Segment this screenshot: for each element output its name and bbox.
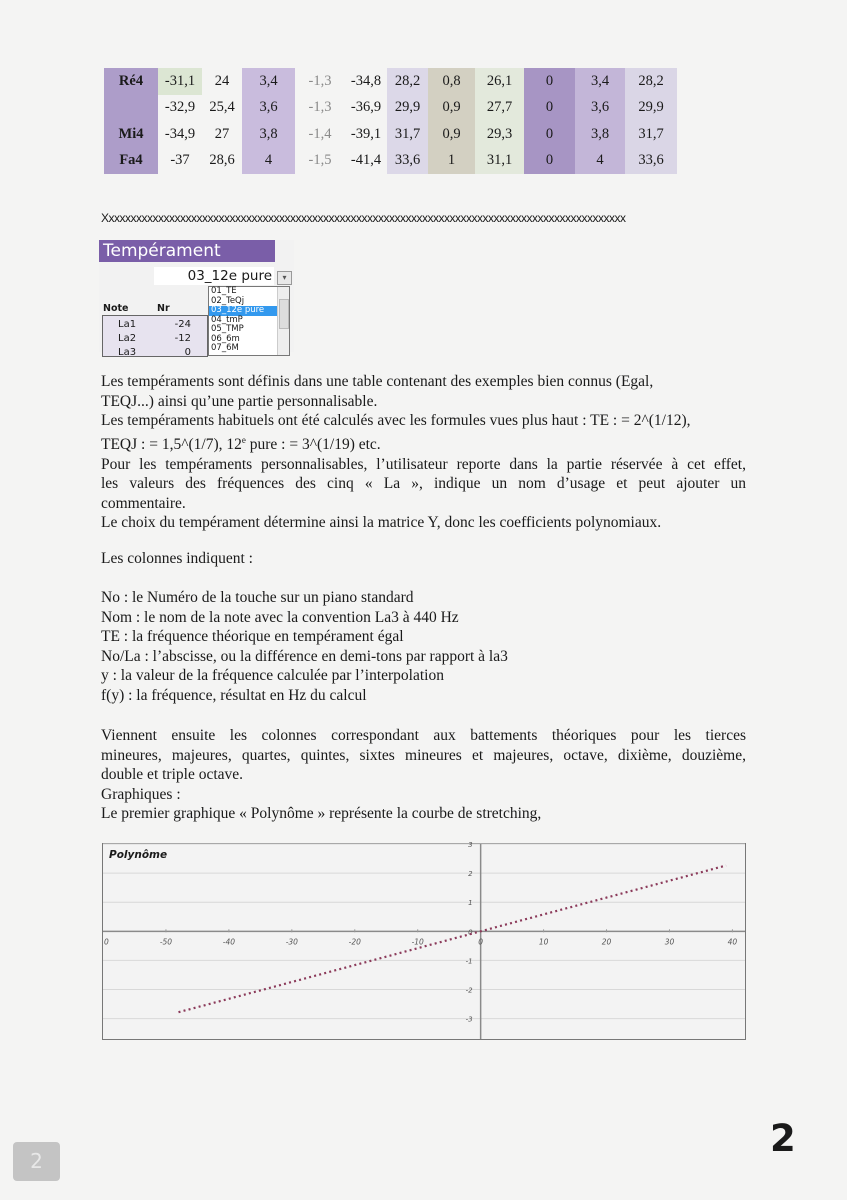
text-line: Le choix du tempérament détermine ainsi la matrice Y, donc les coefficients polynomiaux. bbox=[101, 514, 662, 532]
text-line: commentaire. bbox=[101, 494, 186, 512]
temperament-option[interactable]: 02_TeQj bbox=[211, 295, 245, 306]
table-cell: -32,9 bbox=[164, 99, 196, 116]
nr-header: Nr bbox=[157, 303, 170, 314]
table-cell: -1,3 bbox=[308, 72, 332, 89]
temperament-option[interactable]: 01_TE bbox=[211, 286, 237, 296]
table-cell: 0,9 bbox=[428, 121, 475, 148]
y-tick-label: -2 bbox=[465, 986, 473, 995]
table-cell: 0 bbox=[524, 68, 575, 95]
x-tick-label: 30 bbox=[664, 937, 675, 947]
y-tick-label: -1 bbox=[465, 957, 473, 966]
temperament-option[interactable]: 03_12e pure bbox=[209, 306, 289, 316]
y-tick-label: -3 bbox=[465, 1015, 473, 1024]
table-cell: 0 bbox=[524, 95, 575, 122]
note-name-cell: Ré4 bbox=[104, 68, 158, 95]
table-cell: 26,1 bbox=[475, 68, 524, 95]
column-description: Nom : le nom de la note avec la convention La3 à 440 Hz bbox=[101, 608, 459, 626]
column-description: TE : la fréquence théorique en tempérament égal bbox=[101, 628, 404, 646]
column-description: f(y) : la fréquence, résultat en Hz du calcul bbox=[101, 686, 367, 704]
nr-cell: 0 bbox=[184, 347, 191, 358]
temperament-option[interactable]: 04_tmP bbox=[211, 314, 243, 325]
table-cell: 1 bbox=[428, 148, 475, 175]
x-tick-label: -20 bbox=[348, 937, 361, 947]
column-description: No : le Numéro de la touche sur un piano standard bbox=[101, 589, 414, 606]
separator-line: Xxxxxxxxxxxxxxxxxxxxxxxxxxxxxxxxxxxxxxxxxxxxxxxxxxxxxxxxxxxxxxxxxxxxxxxxxxxxxxxxxxxxxxxxxxxxxxx bbox=[101, 211, 626, 225]
table-cell: 29,3 bbox=[475, 121, 524, 148]
text-line: TEQJ...) ainsi qu’une partie personnalisable. bbox=[101, 392, 378, 410]
x-tick-label: -30 bbox=[285, 937, 298, 947]
x-tick-label: 0 bbox=[478, 937, 484, 947]
note-cell: La1 bbox=[118, 319, 137, 330]
table-cell: -39,1 bbox=[350, 125, 382, 142]
table-cell: 24 bbox=[214, 72, 230, 89]
table-cell: 3,4 bbox=[575, 68, 625, 95]
chart-canvas bbox=[103, 841, 745, 1039]
table-row bbox=[104, 68, 677, 95]
table-cell: 28,2 bbox=[387, 68, 428, 95]
table-cell: 31,1 bbox=[475, 148, 524, 175]
paragraph-beats bbox=[101, 726, 746, 824]
text-line: Les tempéraments sont définis dans une table contenant des exemples bien connus (Egal, bbox=[101, 373, 654, 390]
table-cell: 3,8 bbox=[575, 121, 625, 148]
table-cell: 0 bbox=[524, 148, 575, 175]
x-tick-label: 40 bbox=[727, 937, 738, 947]
table-cell: -1,3 bbox=[308, 99, 332, 116]
note-cell: La3 bbox=[118, 347, 137, 358]
column-description: No/La : l’abscisse, ou la différence en demi-tons par rapport à la3 bbox=[101, 647, 508, 665]
scrollbar-thumb[interactable] bbox=[279, 299, 289, 329]
table-cell: 3,4 bbox=[242, 68, 295, 95]
table-cell: 3,8 bbox=[242, 121, 295, 148]
temperament-select[interactable]: 03_12e pure bbox=[154, 267, 274, 285]
note-row bbox=[103, 333, 207, 346]
temperament-option[interactable]: 05_TMP bbox=[211, 324, 244, 334]
x-tick-label: 20 bbox=[601, 937, 612, 947]
text-line: Graphiques : bbox=[101, 785, 181, 803]
dropdown-arrow-icon[interactable]: ▾ bbox=[277, 271, 292, 285]
y-tick-label: 1 bbox=[468, 899, 473, 908]
note-row bbox=[103, 347, 207, 360]
table-cell: -36,9 bbox=[350, 99, 382, 116]
note-name-cell: Fa4 bbox=[104, 148, 158, 175]
table-cell: 3,6 bbox=[242, 95, 295, 122]
note-row bbox=[103, 319, 207, 332]
y-tick-label: 2 bbox=[468, 870, 473, 879]
table-cell: 33,6 bbox=[387, 148, 428, 175]
table-cell: -34,8 bbox=[350, 72, 382, 89]
table-cell: 27,7 bbox=[475, 95, 524, 122]
chart-title: Polynôme bbox=[109, 849, 168, 861]
note-name-cell bbox=[104, 95, 158, 122]
table-row bbox=[104, 121, 677, 148]
table-cell: 31,7 bbox=[387, 121, 428, 148]
table-cell: -1,4 bbox=[308, 125, 332, 142]
series-line bbox=[179, 866, 727, 1013]
text-line: Le premier graphique « Polynôme » représente la courbe de stretching, bbox=[101, 805, 542, 823]
note-grid bbox=[102, 315, 208, 357]
page-number: 2 bbox=[770, 1117, 796, 1160]
table-cell: 27 bbox=[214, 125, 230, 142]
text-line: les valeurs des fréquences des cinq « La », indique un nom d’usage et peut ajouter un bbox=[101, 475, 746, 493]
table-cell: 0 bbox=[524, 121, 575, 148]
y-tick-label: 0 bbox=[468, 928, 473, 937]
note-header: Note bbox=[103, 303, 129, 314]
table-cell: -31,1 bbox=[158, 68, 202, 95]
temperament-widget bbox=[99, 240, 294, 358]
table-cell: -37 bbox=[170, 152, 190, 169]
table-cell: 33,6 bbox=[625, 148, 677, 175]
text-line: double et triple octave. bbox=[101, 766, 244, 784]
superscript: e bbox=[241, 434, 246, 445]
note-cell: La2 bbox=[118, 333, 137, 344]
temperament-title: Tempérament bbox=[99, 240, 275, 262]
table-cell: -1,5 bbox=[308, 152, 332, 169]
table-cell: 28,6 bbox=[209, 152, 235, 169]
table-cell: 31,7 bbox=[625, 121, 677, 148]
table-cell: 25,4 bbox=[209, 99, 235, 116]
table-cell: -41,4 bbox=[350, 152, 382, 169]
table-cell: 4 bbox=[242, 148, 295, 175]
table-cell: 0,9 bbox=[428, 95, 475, 122]
text-line: mineures, majeures, quartes, quintes, sixtes mineures et majeures, octave, dixième, douzième, bbox=[101, 746, 746, 764]
columns-list bbox=[101, 588, 746, 706]
list-scrollbar[interactable] bbox=[277, 287, 289, 355]
table-cell: 29,9 bbox=[387, 95, 428, 122]
x-tick-label: -40 bbox=[222, 937, 236, 947]
y-tick-label: 3 bbox=[468, 841, 473, 849]
x-tick-label: -50 bbox=[159, 937, 173, 947]
polynome-chart bbox=[102, 843, 746, 1040]
text-line: Les tempéraments habituels ont été calculés avec les formules vues plus haut : TE : = 2^(1/12), bbox=[101, 412, 691, 430]
note-name-cell: Mi4 bbox=[104, 121, 158, 148]
temperament-options-list[interactable] bbox=[208, 286, 290, 356]
formula-text: pure : = 3^(1/19) etc. bbox=[245, 435, 381, 453]
table-row bbox=[104, 148, 677, 175]
column-description: y : la valeur de la fréquence calculée par l’interpolation bbox=[101, 667, 444, 685]
nr-cell: -12 bbox=[174, 333, 191, 344]
x-tick-label: -10 bbox=[411, 937, 424, 947]
table-cell: 4 bbox=[575, 148, 625, 175]
paragraph-definitions bbox=[101, 372, 746, 533]
columns-intro: Les colonnes indiquent : bbox=[101, 550, 253, 567]
table-cell: 29,9 bbox=[625, 95, 677, 122]
temperament-option[interactable]: 07_6M bbox=[211, 343, 239, 353]
x-tick-label: 0 bbox=[104, 937, 109, 947]
table-cell: 3,6 bbox=[575, 95, 625, 122]
text-line: Pour les tempéraments personnalisables, l’utilisateur reporte dans la partie réservée à cet effet, bbox=[101, 455, 746, 473]
formula-text: TEQJ : = 1,5^(1/7), 12 bbox=[101, 435, 242, 453]
table-cell: -34,9 bbox=[164, 125, 196, 142]
text-line bbox=[101, 431, 746, 455]
x-tick-label: 10 bbox=[538, 937, 549, 947]
table-cell: 0,8 bbox=[428, 68, 475, 95]
text-line: Viennent ensuite les colonnes correspondant aux battements théoriques pour les tierces bbox=[101, 727, 746, 744]
table-row bbox=[104, 95, 677, 122]
beats-table bbox=[104, 68, 677, 174]
table-cell: 28,2 bbox=[625, 68, 677, 95]
nr-cell: -24 bbox=[174, 319, 191, 330]
temperament-option[interactable]: 06_6m bbox=[211, 333, 240, 344]
page-badge[interactable]: 2 bbox=[13, 1142, 60, 1181]
